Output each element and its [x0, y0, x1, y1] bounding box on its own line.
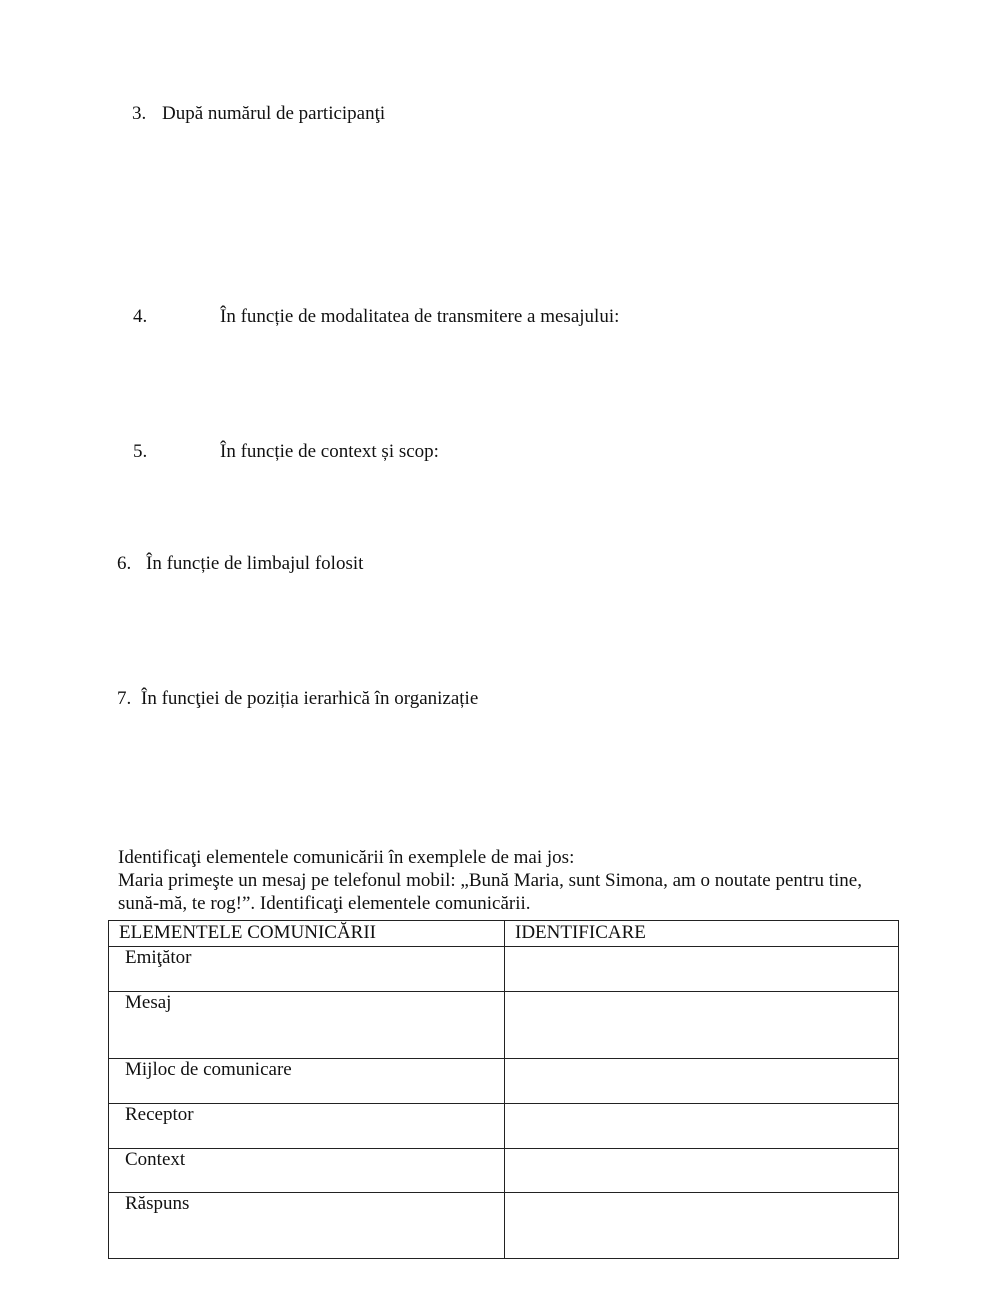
- element-cell: Mijloc de comunicare: [109, 1059, 505, 1104]
- list-item-number: 3.: [132, 103, 147, 124]
- table-row: [109, 992, 899, 1059]
- list-item-number: 6.: [117, 553, 132, 574]
- element-cell: Emiţător: [109, 947, 505, 992]
- element-cell: Mesaj: [109, 992, 505, 1059]
- identification-cell[interactable]: [505, 1059, 899, 1104]
- table-row: [109, 947, 899, 992]
- identification-cell[interactable]: [505, 1149, 899, 1193]
- table-header-row: [109, 921, 899, 947]
- element-cell: Receptor: [109, 1104, 505, 1149]
- communication-elements-table: [108, 920, 899, 1259]
- list-item-number: 5.: [133, 441, 148, 462]
- list-item-number: 4.: [133, 306, 148, 327]
- list-item-text: În funcţiei de poziția ierarhică în organizație: [141, 688, 479, 709]
- instruction-text: Identificaţi elementele comunicării în exemplele de mai jos:: [118, 847, 575, 868]
- list-item-number: 7.: [117, 688, 132, 709]
- identification-cell[interactable]: [505, 1104, 899, 1149]
- table-row: [109, 1193, 899, 1259]
- identification-cell[interactable]: [505, 947, 899, 992]
- list-item-text: În funcție de context și scop:: [220, 441, 439, 462]
- list-item-text: În funcție de limbajul folosit: [146, 553, 364, 574]
- table-row: [109, 1149, 899, 1193]
- identification-cell[interactable]: [505, 1193, 899, 1259]
- list-item-text: După numărul de participanţi: [162, 103, 386, 124]
- identification-cell[interactable]: [505, 992, 899, 1059]
- example-text-line1: Maria primeşte un mesaj pe telefonul mobil: „Bună Maria, sunt Simona, am o noutate pentru tine,: [118, 870, 862, 891]
- exercise-intro: [118, 846, 918, 915]
- example-text-line2: sună-mă, te rog!”. Identificaţi elementele comunicării.: [118, 893, 531, 914]
- element-cell: Răspuns: [109, 1193, 505, 1259]
- column-header-identification: IDENTIFICARE: [505, 921, 899, 947]
- list-item-text: În funcție de modalitatea de transmitere a mesajului:: [220, 306, 620, 327]
- element-cell: Context: [109, 1149, 505, 1193]
- column-header-elements: ELEMENTELE COMUNICĂRII: [109, 921, 505, 947]
- table-row: [109, 1104, 899, 1149]
- table-row: [109, 1059, 899, 1104]
